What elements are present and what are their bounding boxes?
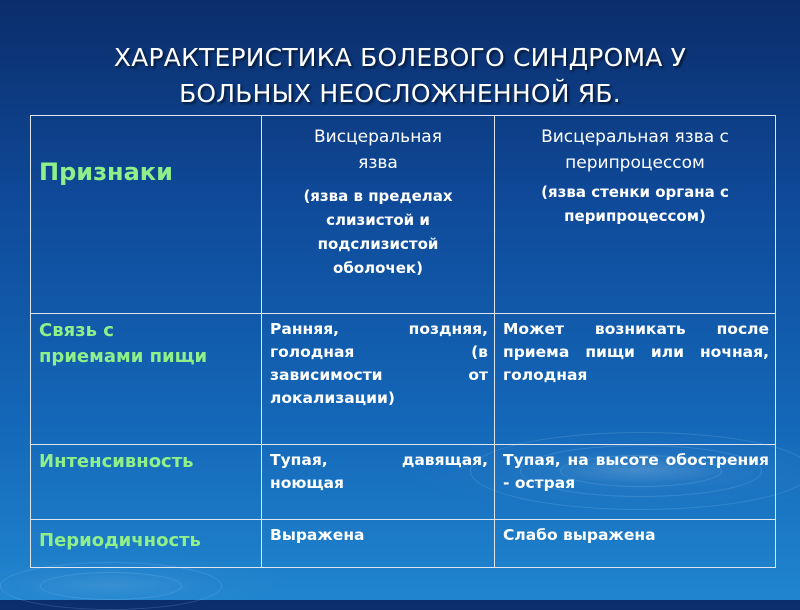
row-col1-cell <box>262 314 495 445</box>
row-col2-text: Тупая, на высоте обострения - острая <box>503 451 769 492</box>
header-col1-title: Висцеральная язва <box>314 127 442 173</box>
header-col1-sub: (язва в пределах слизистой и подслизистой оболочек) <box>303 187 453 277</box>
row-col2-text: Может возникать после приема пищи или ночная, голодная <box>503 320 769 384</box>
row-label-cell <box>31 445 262 520</box>
table-header-row <box>31 116 776 314</box>
table-row <box>31 314 776 445</box>
slide-title-line2: БОЛЬНЫХ НЕОСЛОЖНЕННОЙ ЯБ. <box>179 79 621 108</box>
row-col1-text: Ранняя, поздняя, голодная (в зависимости от локализации) <box>270 320 488 407</box>
table-row <box>31 520 776 568</box>
header-label: Признаки <box>39 158 173 186</box>
header-col2-title: Висцеральная язва с перипроцессом <box>541 127 729 173</box>
ripple-decoration <box>40 572 182 600</box>
row-col1-cell <box>262 445 495 520</box>
row-col1-text: Выражена <box>270 526 365 544</box>
table-row <box>31 445 776 520</box>
row-col1-text: Тупая, давящая, ноющая <box>270 451 488 492</box>
row-label: Периодичность <box>39 530 201 551</box>
header-col2-sub: (язва стенки органа с перипроцессом) <box>541 183 729 225</box>
header-col2-cell <box>495 116 776 314</box>
row-label-cell <box>31 520 262 568</box>
header-col1-cell <box>262 116 495 314</box>
header-label-cell <box>31 116 262 314</box>
row-col1-cell <box>262 520 495 568</box>
ripple-decoration <box>0 562 222 610</box>
row-label: Интенсивность <box>39 451 194 472</box>
comparison-table <box>30 115 776 568</box>
row-label: Связь с приемами пищи <box>39 320 208 367</box>
slide-title-line1: ХАРАКТЕРИСТИКА БОЛЕВОГО СИНДРОМА У <box>113 43 687 72</box>
row-col2-cell <box>495 520 776 568</box>
row-col2-cell <box>495 314 776 445</box>
row-label-cell <box>31 314 262 445</box>
slide-title <box>20 40 780 112</box>
row-col2-text: Слабо выражена <box>503 526 656 544</box>
row-col2-cell <box>495 445 776 520</box>
